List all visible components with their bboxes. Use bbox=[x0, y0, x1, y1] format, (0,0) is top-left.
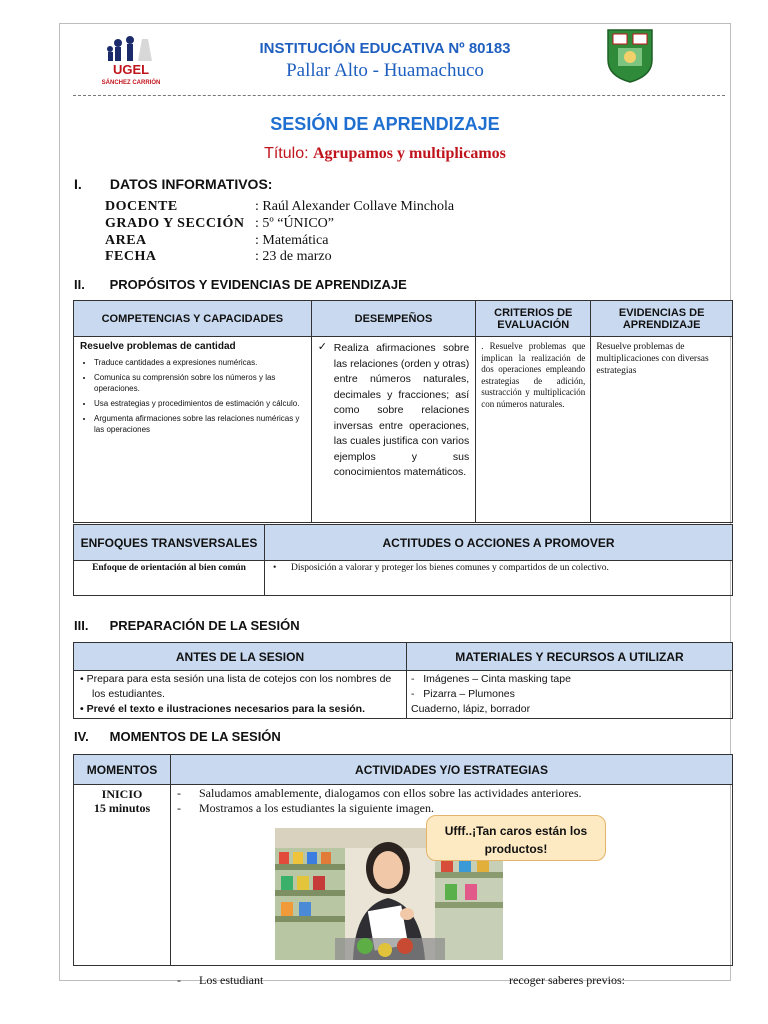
info-key: FECHA bbox=[105, 249, 157, 264]
antes-cell bbox=[74, 671, 407, 719]
list-item: • Usa estrategias y procedimientos de estimación y cálculo. bbox=[94, 398, 305, 409]
desempenos-cell bbox=[311, 337, 475, 523]
list-item: - Saludamos amablemente, dialogamos con ellos sobre las actividades anteriores. bbox=[177, 786, 582, 800]
section-title: MOMENTOS DE LA SESIÓN bbox=[109, 729, 281, 744]
capacidades-list bbox=[80, 357, 305, 435]
info-value: : 5º “ÚNICO” bbox=[255, 216, 334, 231]
checkmark-icon: ✓ bbox=[317, 341, 327, 353]
bullet-icon: • bbox=[80, 703, 87, 715]
list-item: - Los estudiant bbox=[177, 973, 264, 987]
info-key: DOCENTE bbox=[105, 199, 178, 214]
info-block bbox=[105, 199, 625, 269]
session-title-value: Agrupamos y multiplicamos bbox=[313, 145, 506, 162]
section-title: PREPARACIÓN DE LA SESIÓN bbox=[109, 618, 300, 633]
info-value: : Raúl Alexander Collave Minchola bbox=[255, 199, 455, 214]
table-header: MOMENTOS bbox=[74, 755, 171, 785]
section-number: IV. bbox=[74, 729, 89, 744]
ugel-logo-icon bbox=[98, 35, 164, 87]
table-header-row bbox=[74, 755, 733, 785]
info-value: : 23 de marzo bbox=[255, 249, 332, 264]
table-row bbox=[74, 671, 733, 719]
section-3-heading bbox=[74, 618, 300, 633]
institution-place: Pallar Alto - Huamachuco bbox=[286, 60, 484, 81]
header-divider bbox=[73, 95, 725, 96]
list-item: • Traduce cantidades a expresiones numéricas. bbox=[94, 357, 305, 368]
table-header: COMPETENCIAS Y CAPACIDADES bbox=[74, 301, 312, 337]
list-item: - Pizarra – Plumones bbox=[411, 688, 515, 700]
purposes-table bbox=[73, 300, 733, 523]
info-key: GRADO Y SECCIÓN bbox=[105, 216, 245, 231]
session-title-label: Título: bbox=[264, 145, 309, 162]
section-1-heading bbox=[74, 176, 272, 192]
section-number: I. bbox=[74, 176, 82, 192]
info-key: AREA bbox=[105, 233, 147, 248]
table-header-row bbox=[74, 643, 733, 671]
list-item: • Argumenta afirmaciones sobre las relaciones numéricas y las operaciones bbox=[94, 413, 305, 435]
section-title: PROPÓSITOS Y EVIDENCIAS DE APRENDIZAJE bbox=[109, 277, 407, 292]
momento-label: INICIO bbox=[101, 787, 143, 801]
evidencia-cell: Resuelve problemas de multiplicaciones con diversas estrategias bbox=[591, 337, 733, 523]
table-header: CRITERIOS DE EVALUACIÓN bbox=[476, 301, 591, 337]
table-header-row bbox=[74, 301, 733, 337]
list-item-continuation: recoger saberes previos: bbox=[509, 973, 625, 987]
actitud-text: Disposición a valorar y proteger los bienes comunes y compartidos de un colectivo. bbox=[291, 563, 609, 573]
actitud-cell bbox=[265, 561, 733, 596]
logo-subtext: SÁNCHEZ CARRIÓN bbox=[101, 80, 161, 86]
table-header: ACTITUDES O ACCIONES A PROMOVER bbox=[265, 525, 733, 561]
table-header: DESEMPEÑOS bbox=[311, 301, 475, 337]
competencia-title: Resuelve problemas de cantidad bbox=[80, 341, 236, 352]
shield-crest-icon bbox=[604, 26, 656, 84]
speech-bubble: Ufff..¡Tan caros están los productos! bbox=[426, 815, 606, 861]
enfoques-table bbox=[73, 524, 733, 596]
table-header: ACTIVIDADES Y/O ESTRATEGIAS bbox=[171, 755, 733, 785]
table-header: ANTES DE LA SESION bbox=[74, 643, 407, 671]
logo-text: UGEL bbox=[112, 62, 150, 77]
session-title bbox=[200, 145, 570, 163]
table-header: EVIDENCIAS DE APRENDIZAJE bbox=[591, 301, 733, 337]
bullet-icon: • bbox=[273, 563, 277, 573]
momento-time: 15 minutos bbox=[93, 801, 151, 815]
table-row bbox=[74, 561, 733, 596]
table-header: MATERIALES Y RECURSOS A UTILIZAR bbox=[407, 643, 733, 671]
institution-name: INSTITUCIÓN EDUCATIVA Nº 80183 bbox=[259, 40, 511, 57]
table-header: ENFOQUES TRANSVERSALES bbox=[74, 525, 265, 561]
section-number: II. bbox=[74, 277, 85, 292]
section-4-heading bbox=[74, 729, 281, 744]
list-item: • Prevé el texto e ilustraciones necesarios para la sesión. bbox=[80, 703, 365, 715]
list-item: Cuaderno, lápiz, borrador bbox=[411, 703, 531, 715]
momento-cell bbox=[74, 785, 171, 966]
bullet-icon: • bbox=[80, 673, 87, 685]
section-number: III. bbox=[74, 618, 89, 633]
competencias-cell bbox=[74, 337, 312, 523]
preparation-table bbox=[73, 642, 733, 719]
enfoque-cell: Enfoque de orientación al bien común bbox=[74, 561, 265, 596]
list-item: - Mostramos a los estudiantes la siguiente imagen. bbox=[177, 801, 434, 815]
list-item: • Prepara para esta sesión una lista de cotejos con los nombres de los estudiantes. bbox=[80, 673, 392, 700]
table-header-row bbox=[74, 525, 733, 561]
desempeno-text: Realiza afirmaciones sobre las relaciones (orden y otras) entre números naturales, decimales y fracciones; así como sobre relaciones inversas entre operaciones, las cuales justifica con varios ejemplos y sus conocimientos matemáticos. bbox=[333, 342, 470, 478]
document-title: SESIÓN DE APRENDIZAJE bbox=[270, 114, 500, 134]
info-value: : Matemática bbox=[255, 233, 329, 248]
section-title: DATOS INFORMATIVOS: bbox=[109, 176, 273, 192]
section-2-heading bbox=[74, 277, 407, 292]
list-item: - Imágenes – Cinta masking tape bbox=[411, 673, 571, 685]
table-row bbox=[74, 337, 733, 523]
criterio-cell: . Resuelve problemas que implican la realización de dos operaciones empleando estrategias de adición, sustracción y multiplicación con números naturales. bbox=[476, 337, 591, 523]
materiales-cell bbox=[407, 671, 733, 719]
list-item: • Comunica su comprensión sobre los números y las operaciones. bbox=[94, 372, 305, 394]
